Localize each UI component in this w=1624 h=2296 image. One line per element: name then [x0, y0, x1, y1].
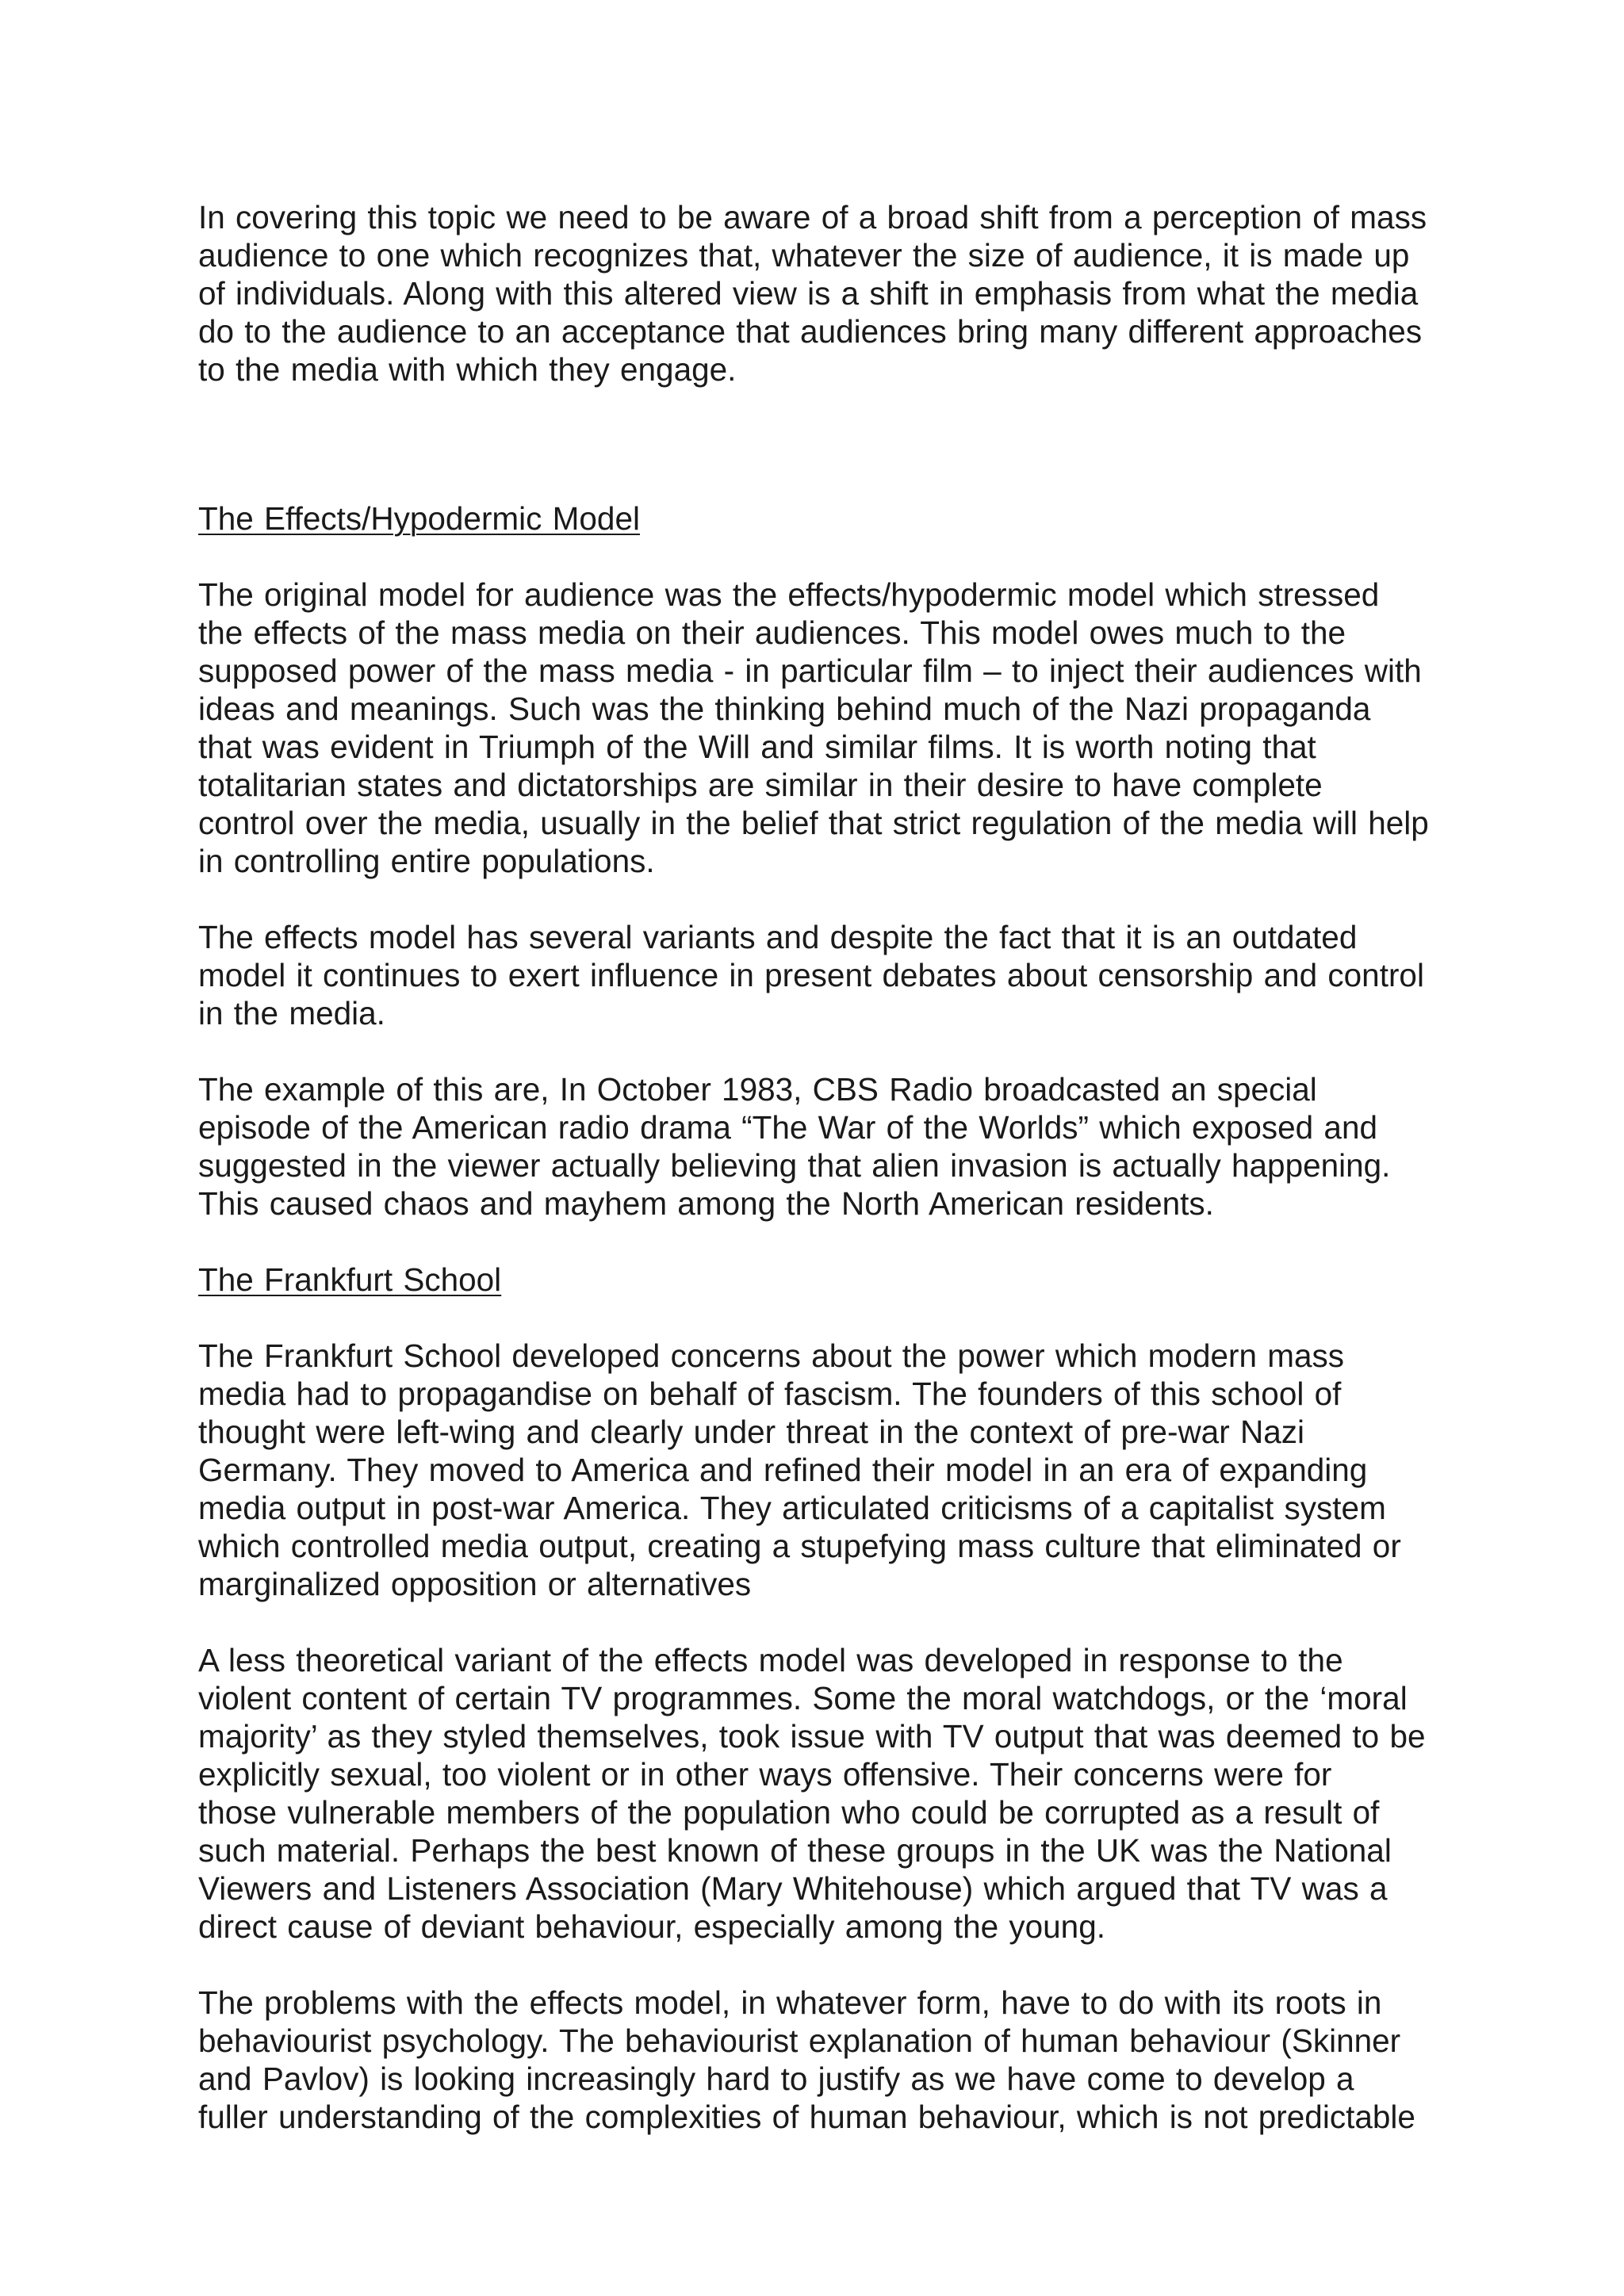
text-line: the effects of the mass media on their audiences. This model owes much to the: [198, 614, 1346, 651]
document-page: [198, 198, 1451, 2136]
text-line: fuller understanding of the complexities of human behaviour, which is not predictable: [198, 2099, 1415, 2135]
text-line: and Pavlov) is looking increasingly hard to justify as we have come to develop a: [198, 2061, 1354, 2097]
effects-paragraph-2: [198, 918, 1451, 1032]
text-line: those vulnerable members of the population who could be corrupted as a result of: [198, 1794, 1380, 1831]
text-line: model it continues to exert influence in present debates about censorship and control: [198, 957, 1424, 993]
text-line: which controlled media output, creating a stupefying mass culture that eliminated or: [198, 1528, 1401, 1564]
text-line: explicitly sexual, too violent or in other ways offensive. Their concerns were for: [198, 1756, 1332, 1793]
frankfurt-paragraph-2: [198, 1641, 1451, 1946]
text-line: of individuals. Along with this altered view is a shift in emphasis from what the media: [198, 275, 1419, 312]
text-line: direct cause of deviant behaviour, especially among the young.: [198, 1908, 1105, 1945]
effects-model-heading: The Effects/Hypodermic Model: [198, 500, 640, 537]
text-line: supposed power of the mass media - in particular film – to inject their audiences with: [198, 652, 1422, 689]
text-line: that was evident in Triumph of the Will and similar films. It is worth noting that: [198, 729, 1316, 765]
text-line: in the media.: [198, 995, 385, 1031]
text-line: majority’ as they styled themselves, took issue with TV output that was deemed to be: [198, 1718, 1426, 1755]
frankfurt-paragraph-1: [198, 1337, 1451, 1603]
text-line: thought were left-wing and clearly under threat in the context of pre-war Nazi: [198, 1414, 1304, 1450]
text-line: media output in post-war America. They articulated criticisms of a capitalist system: [198, 1490, 1386, 1526]
text-line: The effects model has several variants and despite the fact that it is an outdated: [198, 919, 1358, 955]
text-line: behaviourist psychology. The behaviourist explanation of human behaviour (Skinner: [198, 2022, 1401, 2059]
text-line: This caused chaos and mayhem among the North American residents.: [198, 1185, 1214, 1222]
text-line: ideas and meanings. Such was the thinking behind much of the Nazi propaganda: [198, 691, 1371, 727]
text-line: suggested in the viewer actually believing that alien invasion is actually happening.: [198, 1147, 1391, 1184]
text-line: The original model for audience was the effects/hypodermic model which stressed: [198, 576, 1380, 613]
text-line: In covering this topic we need to be aware of a broad shift from a perception of mass: [198, 199, 1427, 235]
text-line: totalitarian states and dictatorships are similar in their desire to have complete: [198, 767, 1323, 803]
text-line: such material. Perhaps the best known of these groups in the UK was the National: [198, 1832, 1392, 1869]
effects-paragraph-1: [198, 576, 1451, 880]
text-line: The problems with the effects model, in whatever form, have to do with its roots in: [198, 1984, 1382, 2021]
text-line: marginalized opposition or alternatives: [198, 1566, 752, 1602]
text-line: The Frankfurt School developed concerns about the power which modern mass: [198, 1337, 1345, 1374]
effects-paragraph-3: [198, 1070, 1451, 1223]
text-line: control over the media, usually in the belief that strict regulation of the media will help: [198, 805, 1429, 841]
text-line: Germany. They moved to America and refined their model in an era of expanding: [198, 1452, 1368, 1488]
text-line: media had to propagandise on behalf of fascism. The founders of this school of: [198, 1376, 1342, 1412]
text-line: violent content of certain TV programmes. Some the moral watchdogs, or the ‘moral: [198, 1680, 1408, 1716]
frankfurt-paragraph-3: [198, 1984, 1451, 2136]
frankfurt-school-heading: The Frankfurt School: [198, 1261, 502, 1298]
text-line: audience to one which recognizes that, whatever the size of audience, it is made up: [198, 237, 1410, 274]
intro-paragraph: [198, 198, 1451, 388]
text-line: Viewers and Listeners Association (Mary Whitehouse) which argued that TV was a: [198, 1870, 1388, 1907]
text-line: episode of the American radio drama “The War of the Worlds” which exposed and: [198, 1109, 1377, 1146]
text-line: do to the audience to an acceptance that audiences bring many different approaches: [198, 313, 1423, 350]
text-line: to the media with which they engage.: [198, 351, 737, 388]
text-line: in controlling entire populations.: [198, 843, 655, 879]
text-line: A less theoretical variant of the effects model was developed in response to the: [198, 1642, 1343, 1678]
text-line: The example of this are, In October 1983, CBS Radio broadcasted an special: [198, 1071, 1317, 1108]
